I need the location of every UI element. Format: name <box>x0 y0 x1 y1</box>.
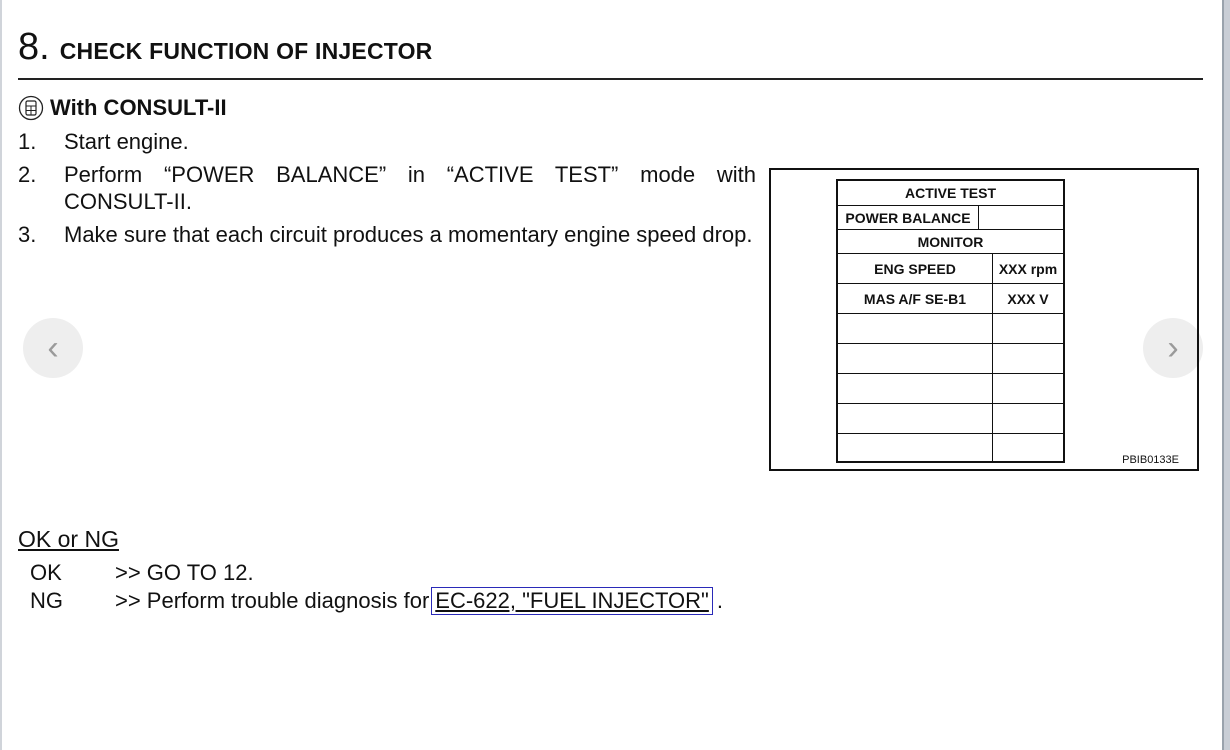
monitor-data-row <box>838 284 1063 314</box>
ng-text: >> Perform trouble diagnosis for <box>115 588 430 613</box>
empty-row <box>838 434 1063 461</box>
monitor-data-row <box>838 254 1063 284</box>
section-heading <box>18 26 433 69</box>
with-consult-label <box>18 95 227 121</box>
power-balance-row <box>838 206 1063 230</box>
step-item <box>18 221 756 248</box>
consult-ii-icon <box>18 95 44 121</box>
active-test-screen <box>836 179 1065 463</box>
window-left-edge <box>0 0 2 750</box>
chevron-left-icon: ‹ <box>47 328 59 367</box>
empty-row <box>838 344 1063 374</box>
step-number: 2. <box>18 162 37 187</box>
monitor-row <box>838 230 1063 254</box>
fuel-injector-link[interactable]: EC-622, "FUEL INJECTOR" <box>431 587 713 615</box>
step-text: Make sure that each circuit produces a momentary engine speed drop. <box>64 222 753 247</box>
eng-speed-label: ENG SPEED <box>874 260 956 277</box>
step-number: 1. <box>18 129 37 154</box>
eng-speed-value: XXX rpm <box>998 260 1058 277</box>
step-text: Start engine. <box>64 129 189 154</box>
section-number: 8. <box>18 26 50 68</box>
ok-ng-heading: OK or NG <box>18 526 119 552</box>
procedure-steps <box>18 128 756 254</box>
previous-page-button[interactable] <box>23 318 83 378</box>
empty-row <box>838 374 1063 404</box>
power-balance-label: POWER BALANCE <box>845 209 971 226</box>
mas-af-label: MAS A/F SE-B1 <box>863 290 967 307</box>
heading-rule <box>18 78 1203 80</box>
screen-header-row <box>838 181 1063 206</box>
section-title: CHECK FUNCTION OF INJECTOR <box>59 38 433 64</box>
mas-af-value: XXX V <box>1007 290 1049 307</box>
ng-suffix: . <box>716 588 723 613</box>
empty-row <box>838 404 1063 434</box>
step-number: 3. <box>18 222 37 247</box>
window-right-edge <box>1224 0 1230 750</box>
empty-row <box>838 314 1063 344</box>
ng-key: NG <box>30 588 63 613</box>
figure-code: PBIB0133E <box>1122 454 1179 466</box>
screen-header: ACTIVE TEST <box>904 185 996 201</box>
ok-key: OK <box>30 560 62 585</box>
step-item <box>18 161 756 215</box>
step-text: Perform “POWER BALANCE” in “ACTIVE TEST” mode with CONSULT-II. <box>64 162 756 214</box>
ok-text: >> GO TO 12. <box>115 560 254 585</box>
consult-screen-figure <box>769 168 1199 471</box>
ok-result-line <box>30 560 254 586</box>
ng-result-line <box>30 587 723 615</box>
step-item <box>18 128 756 155</box>
with-consult-text: With CONSULT-II <box>50 95 227 120</box>
chevron-right-icon: › <box>1167 328 1179 367</box>
monitor-label: MONITOR <box>917 233 984 250</box>
